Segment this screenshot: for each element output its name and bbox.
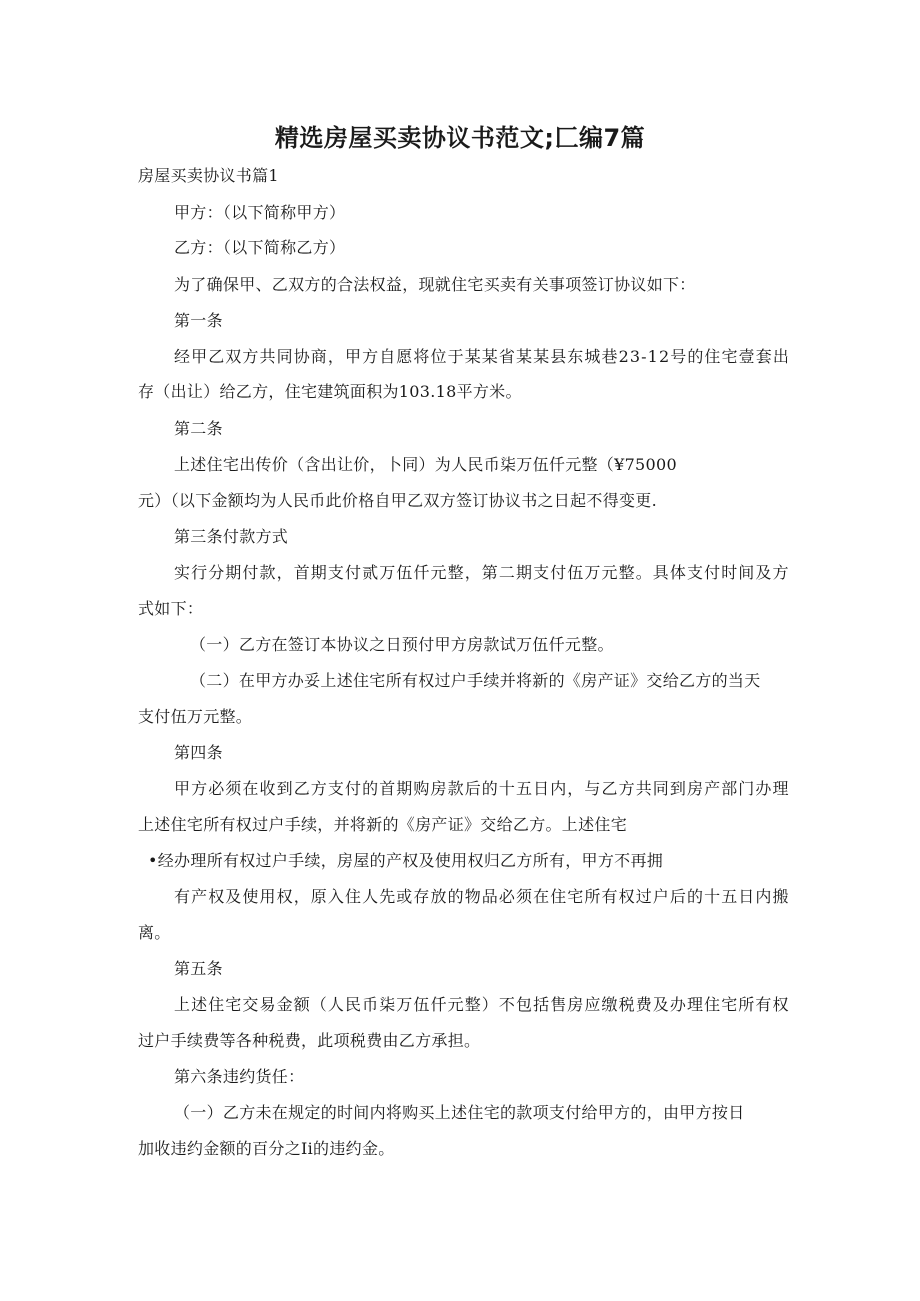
paragraph-line: 加收违约金额的百分之Ii的违约金。 xyxy=(138,1139,395,1158)
article-heading: 第五条 xyxy=(174,959,223,978)
paragraph-line: 元）（以下金额均为人民币此价格自甲乙双方签订协议书之日起不得变更. xyxy=(138,491,657,510)
paragraph-line: 上述住宅所有权过户手续，并将新的《房产证》交给乙方。上述住宅 xyxy=(138,815,628,834)
article-heading: 第三条付款方式 xyxy=(174,527,289,546)
paragraph-line: 甲方必须在收到乙方支付的首期购房款后的十五日内，与乙方共同到房产部门办理 xyxy=(174,779,790,798)
paragraph-line: 上述住宅出传价（含出让价，卜同）为人民币柒万伍仟元整（¥75000 xyxy=(174,455,677,474)
paragraph-line: 甲方：（以下简称甲方） xyxy=(174,203,346,222)
paragraph-line: •经办理所有权过户手续，房屋的产权及使用权归乙方所有，甲方不再拥 xyxy=(148,851,664,870)
article-heading: 第六条违约货任： xyxy=(174,1067,305,1086)
paragraph-line: 存（出让）给乙方，住宅建筑面积为103.18平方米。 xyxy=(138,382,522,401)
article-heading: 第一条 xyxy=(174,311,223,330)
paragraph-line: 式如下： xyxy=(138,599,204,618)
paragraph-line: （一）乙方未在规定的时间内将购买上述住宅的款项支付给甲方的，由甲方按日 xyxy=(174,1103,745,1122)
paragraph-line: 支付伍万元整。 xyxy=(138,707,253,726)
article-heading: 第二条 xyxy=(174,419,223,438)
paragraph-line: （二）在甲方办妥上述住宅所有权过户手续并将新的《房产证》交给乙方的当天 xyxy=(190,671,761,690)
paragraph-line: （一）乙方在签订本协议之日预付甲方房款试万伍仟元整。 xyxy=(190,635,614,654)
paragraph-line: 经甲乙双方共同协商，甲方自愿将位于某某省某某县东城巷23-12号的住宅壹套出 xyxy=(174,347,790,366)
section-heading: 房屋买卖协议书篇1 xyxy=(138,166,279,185)
document-title: 精选房屋买卖协议书范文;匚编7篇 xyxy=(274,124,646,152)
paragraph-line: 上述住宅交易金额（人民币柒万伍仟元整）不包括售房应缴税费及办理住宅所有权 xyxy=(174,995,790,1014)
paragraph-line: 过户手续费等各种税费，此项税费由乙方承担。 xyxy=(138,1031,481,1050)
paragraph-line: 乙方：（以下简称乙方） xyxy=(174,238,346,257)
paragraph-line: 实行分期付款，首期支付贰万伍仟元整，第二期支付伍万元整。具体支付时间及方 xyxy=(174,563,790,582)
paragraph-line: 为了确保甲、乙双方的合法权益，现就住宅买卖有关事项签订协议如下： xyxy=(174,275,696,294)
article-heading: 第四条 xyxy=(174,743,223,762)
paragraph-line: 有产权及使用权，原入住人先或存放的物品必须在住宅所有权过户后的十五日内搬 xyxy=(174,887,790,906)
paragraph-line: 离。 xyxy=(138,923,171,942)
